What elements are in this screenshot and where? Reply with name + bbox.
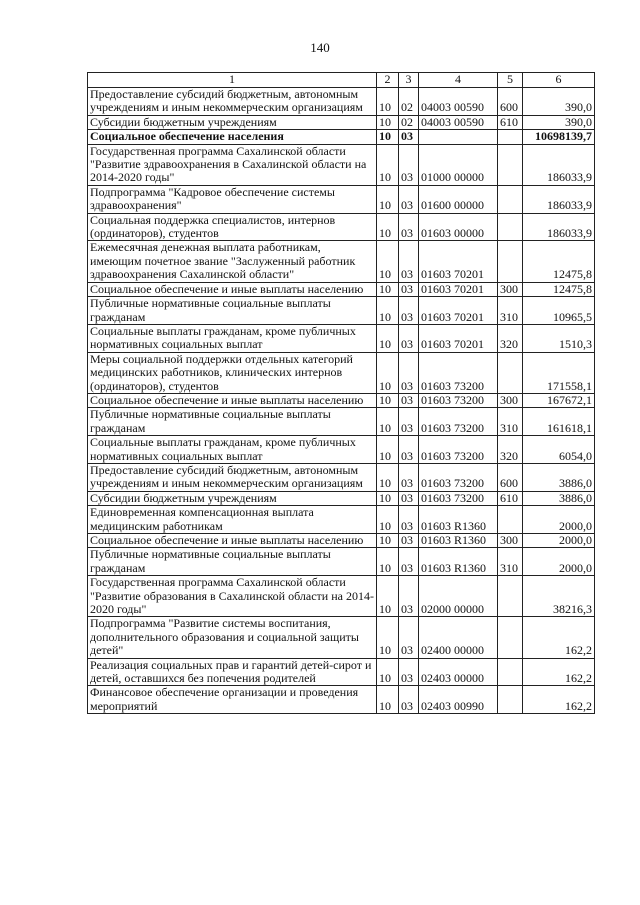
row-name: Подпрограмма "Развитие системы воспитания, дополнительного образования и социальной защиты детей" [88,617,377,658]
row-amount: 390,0 [523,115,595,129]
row-target-article: 02400 00000 [419,617,498,658]
row-subsection: 02 [399,88,419,116]
row-target-article: 04003 00590 [419,88,498,116]
table-row [88,282,595,296]
row-expense-type [498,130,523,144]
row-name: Государственная программа Сахалинской области "Развитие здравоохранения в Сахалинской области на 2014-2020 годы" [88,144,377,185]
table-row [88,213,595,241]
row-expense-type: 300 [498,534,523,548]
row-expense-type: 600 [498,463,523,491]
row-target-article: 01603 70201 [419,282,498,296]
table-row [88,352,595,393]
table-row [88,548,595,576]
row-amount: 1510,3 [523,324,595,352]
table-row [88,506,595,534]
table-row [88,658,595,686]
row-subsection: 03 [399,324,419,352]
header-row [88,73,595,88]
row-amount: 162,2 [523,686,595,714]
row-expense-type [498,686,523,714]
row-name: Государственная программа Сахалинской области "Развитие образования в Сахалинской области на 2014-2020 годы" [88,576,377,617]
row-target-article: 01000 00000 [419,144,498,185]
row-target-article: 01603 73200 [419,408,498,436]
table-row [88,534,595,548]
row-subsection: 03 [399,658,419,686]
row-name: Финансовое обеспечение организации и проведения мероприятий [88,686,377,714]
row-amount: 161618,1 [523,408,595,436]
row-amount: 162,2 [523,658,595,686]
row-target-article: 02000 00000 [419,576,498,617]
row-amount: 2000,0 [523,534,595,548]
row-section: 10 [377,436,399,464]
row-section: 10 [377,506,399,534]
row-amount: 38216,3 [523,576,595,617]
table-row [88,436,595,464]
row-name: Субсидии бюджетным учреждениям [88,491,377,505]
row-section: 10 [377,393,399,407]
row-section: 10 [377,324,399,352]
row-subsection: 03 [399,144,419,185]
row-expense-type [498,658,523,686]
row-section: 10 [377,658,399,686]
row-subsection: 03 [399,506,419,534]
row-target-article: 01600 00000 [419,185,498,213]
table-row [88,324,595,352]
row-target-article: 02403 00000 [419,658,498,686]
row-expense-type: 310 [498,297,523,325]
row-expense-type: 600 [498,88,523,116]
row-expense-type: 610 [498,491,523,505]
row-amount: 12475,8 [523,282,595,296]
row-expense-type [498,352,523,393]
table-row [88,297,595,325]
row-name: Предоставление субсидий бюджетным, автономным учреждениям и иным некоммерческим организациям [88,88,377,116]
row-section: 10 [377,130,399,144]
row-target-article: 01603 R1360 [419,534,498,548]
row-subsection: 03 [399,576,419,617]
row-section: 10 [377,617,399,658]
row-subsection: 03 [399,534,419,548]
table-body [88,88,595,714]
row-amount: 390,0 [523,88,595,116]
row-section: 10 [377,88,399,116]
row-amount: 3886,0 [523,463,595,491]
row-name: Социальное обеспечение населения [88,130,377,144]
row-amount: 162,2 [523,617,595,658]
table-row [88,686,595,714]
row-section: 10 [377,213,399,241]
row-subsection: 03 [399,548,419,576]
header-col-2: 2 [377,73,399,88]
table-row [88,241,595,282]
row-expense-type: 300 [498,282,523,296]
row-name: Социальное обеспечение и иные выплаты населению [88,282,377,296]
row-amount: 10698139,7 [523,130,595,144]
row-expense-type [498,213,523,241]
row-name: Меры социальной поддержки отдельных категорий медицинских работников, клинических интернов (ординаторов), студентов [88,352,377,393]
row-section: 10 [377,686,399,714]
row-subsection: 03 [399,130,419,144]
row-expense-type [498,506,523,534]
row-section: 10 [377,491,399,505]
table-row [88,144,595,185]
row-amount: 3886,0 [523,491,595,505]
row-target-article: 01603 R1360 [419,506,498,534]
row-subsection: 03 [399,297,419,325]
row-subsection: 03 [399,686,419,714]
row-name: Публичные нормативные социальные выплаты гражданам [88,548,377,576]
row-section: 10 [377,282,399,296]
row-section: 10 [377,352,399,393]
header-col-1: 1 [88,73,377,88]
row-amount: 167672,1 [523,393,595,407]
table-row [88,491,595,505]
row-subsection: 03 [399,352,419,393]
page-number: 140 [310,40,330,55]
budget-table [87,72,595,714]
table-row [88,130,595,144]
row-subsection: 03 [399,213,419,241]
row-expense-type: 320 [498,324,523,352]
row-subsection: 03 [399,491,419,505]
row-target-article: 04003 00590 [419,115,498,129]
row-name: Публичные нормативные социальные выплаты гражданам [88,408,377,436]
row-subsection: 03 [399,393,419,407]
table-row [88,393,595,407]
row-subsection: 03 [399,408,419,436]
row-amount: 2000,0 [523,548,595,576]
row-amount: 186033,9 [523,185,595,213]
row-expense-type [498,617,523,658]
row-expense-type: 310 [498,548,523,576]
row-target-article: 01603 73200 [419,352,498,393]
table-row [88,408,595,436]
row-name: Социальное обеспечение и иные выплаты населению [88,393,377,407]
row-expense-type [498,144,523,185]
row-section: 10 [377,548,399,576]
row-subsection: 03 [399,463,419,491]
row-target-article: 01603 00000 [419,213,498,241]
row-expense-type: 320 [498,436,523,464]
table-row [88,617,595,658]
row-section: 10 [377,185,399,213]
table-row [88,576,595,617]
row-amount: 6054,0 [523,436,595,464]
row-section: 10 [377,115,399,129]
row-target-article: 01603 73200 [419,393,498,407]
row-name: Подпрограмма "Кадровое обеспечение системы здравоохранения" [88,185,377,213]
row-name: Социальные выплаты гражданам, кроме публичных нормативных социальных выплат [88,324,377,352]
row-target-article: 01603 R1360 [419,548,498,576]
row-target-article: 01603 70201 [419,297,498,325]
row-section: 10 [377,241,399,282]
row-name: Социальные выплаты гражданам, кроме публичных нормативных социальных выплат [88,436,377,464]
row-name: Единовременная компенсационная выплата медицинским работникам [88,506,377,534]
header-col-6: 6 [523,73,595,88]
row-target-article: 01603 73200 [419,491,498,505]
header-col-5: 5 [498,73,523,88]
row-name: Предоставление субсидий бюджетным, автономным учреждениям и иным некоммерческим организациям [88,463,377,491]
row-amount: 12475,8 [523,241,595,282]
row-target-article: 01603 73200 [419,463,498,491]
row-expense-type [498,185,523,213]
table-row [88,88,595,116]
header-col-4: 4 [419,73,498,88]
row-target-article: 01603 70201 [419,324,498,352]
row-target-article: 02403 00990 [419,686,498,714]
row-section: 10 [377,297,399,325]
row-amount: 186033,9 [523,144,595,185]
row-subsection: 03 [399,241,419,282]
row-amount: 171558,1 [523,352,595,393]
table-row [88,115,595,129]
row-target-article: 01603 73200 [419,436,498,464]
row-section: 10 [377,463,399,491]
row-subsection: 03 [399,185,419,213]
row-name: Субсидии бюджетным учреждениям [88,115,377,129]
row-expense-type: 610 [498,115,523,129]
row-amount: 186033,9 [523,213,595,241]
row-section: 10 [377,144,399,185]
row-amount: 10965,5 [523,297,595,325]
row-name: Реализация социальных прав и гарантий детей-сирот и детей, оставшихся без попечения родителей [88,658,377,686]
row-expense-type [498,576,523,617]
row-section: 10 [377,576,399,617]
table-row [88,185,595,213]
row-name: Социальная поддержка специалистов, интернов (ординаторов), студентов [88,213,377,241]
row-expense-type: 310 [498,408,523,436]
row-name: Публичные нормативные социальные выплаты гражданам [88,297,377,325]
row-section: 10 [377,534,399,548]
row-subsection: 02 [399,115,419,129]
header-col-3: 3 [399,73,419,88]
table-row [88,463,595,491]
row-name: Социальное обеспечение и иные выплаты населению [88,534,377,548]
row-expense-type: 300 [498,393,523,407]
row-name: Ежемесячная денежная выплата работникам, имеющим почетное звание "Заслуженный работник здравоохранения Сахалинской области" [88,241,377,282]
row-amount: 2000,0 [523,506,595,534]
row-expense-type [498,241,523,282]
row-subsection: 03 [399,436,419,464]
row-target-article: 01603 70201 [419,241,498,282]
row-subsection: 03 [399,282,419,296]
row-subsection: 03 [399,617,419,658]
row-target-article [419,130,498,144]
row-section: 10 [377,408,399,436]
